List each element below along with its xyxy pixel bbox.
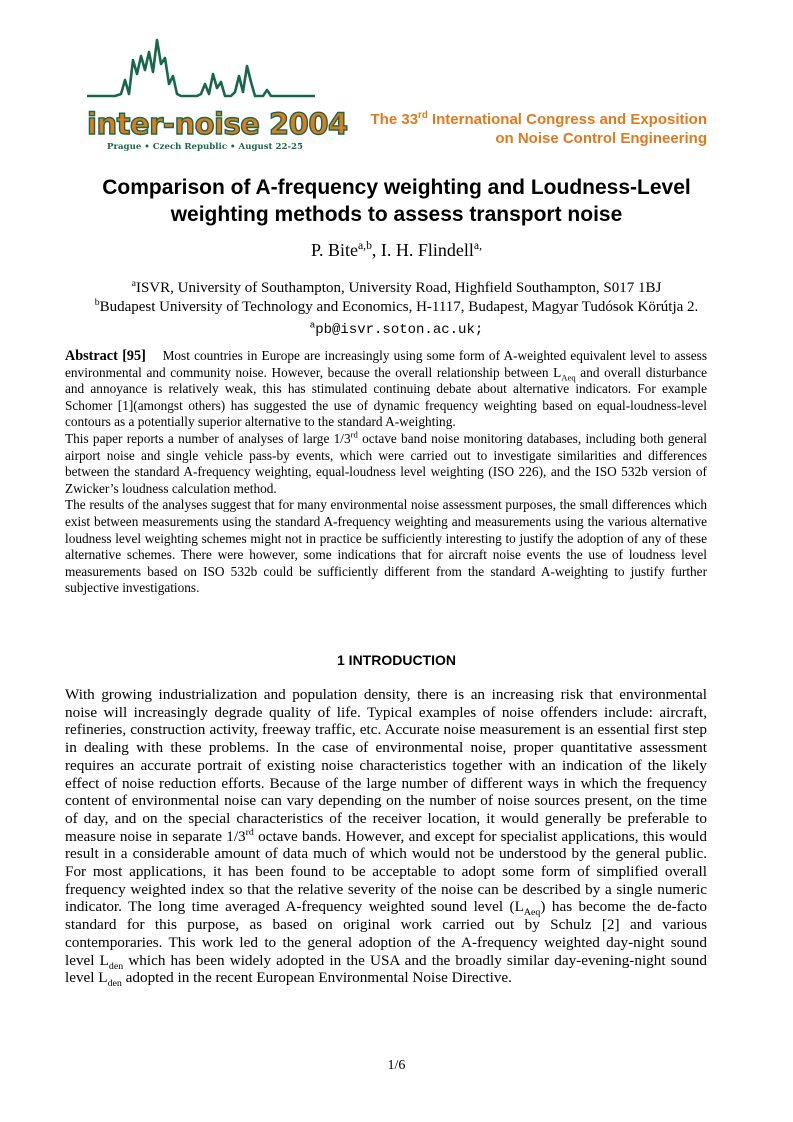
affiliation-b: $^b$Budapest University of Technology and Economics, H-1117, Budapest, Magyar Tudósok Körútja 2. bbox=[94, 297, 699, 315]
congress-name bbox=[371, 110, 707, 148]
affiliations bbox=[0, 279, 793, 317]
introduction-paragraph: With growing industrialization and population density, there is an increasing risk that environmental noise will increasingly degrade quality of life. Typical examples of noise offenders include: aircraft, refineries, construction activity, freeway traffic, etc. Accurate noise measurement is an essential first step in dealing with these problems. In the case of environmental noise, proper quantitative assessment requires an accurate portrait of existing noise characteristics together with an indication of the likely effect of noise reduction efforts. Because of the large number of different ways in which the frequency content of environmental noise can vary depending on the number of noise sources present, on the time of day, and on the special characteristics of the receiver location, it would generally be preferable to measure noise in separate 1/3rd octave bands. However, and except for specialist applications, this would result in a considerable amount of data much of which would not be understood by the general public. For most applications, it has been found to be acceptable to adopt some form of simplified overall frequency weighted index so that the relative severity of the noise can be described by a single numeric indicator. The long time averaged A-frequency weighted sound level $(L_{Aeq})$ has become the de-facto standard for this purpose, as based on original work carried out by Schulz [2] and various contemporaries. This work led to the general adoption of the A-frequency weighted day-night sound level $L_{den}$ which has been widely adopted in the USA and the broadly similar day-evening-night sound level $L_{den}$ adopted in the recent European Environmental Noise Directive. bbox=[65, 686, 707, 990]
logo-wordmark: inter-noise 2004 bbox=[87, 107, 348, 141]
abstract-heading: Abstract [95] bbox=[65, 348, 146, 364]
affiliation-a: $^a$ISVR, University of Southampton, University Road, Highfield Southampton, S017 1BJ bbox=[131, 278, 662, 296]
abstract-paragraph-3: The results of the analyses suggest that for many environmental noise assessment purposes, the small differences which exist between measurements using the standard A-frequency weighting and measurements using the various alternative loudness level weighting schemes might not in practice be sufficiently interesting to justify the adoption of any of these alternative schemes. There were however, some indications that for aircraft noise events the use of loudness level measurements based on ISO 532b could be sufficiently different from the standard A-weighting to justify further subjective investigations. bbox=[65, 497, 707, 596]
abstract bbox=[65, 348, 707, 597]
introduction-body bbox=[65, 686, 707, 990]
page-number: 1/6 bbox=[387, 1058, 406, 1073]
logo-subtitle: Prague • Czech Republic • August 22-25 bbox=[107, 142, 303, 152]
author-list: P. Bite$^{a,b}$, I. H. Flindell$^{a,}$ bbox=[310, 239, 483, 260]
abstract-paragraph-2: This paper reports a number of analyses of large 1/3rd octave band noise monitoring databases, including both general airport noise and single vehicle pass-by events, which were carried out to investigate similarities and differences between the standard A-frequency weighting, equal-loudness level weighting (ISO 226), and the ISO 532b version of Zwicker’s loudness calculation method. bbox=[65, 429, 707, 496]
conference-logo bbox=[85, 36, 348, 154]
contact-email: $^a$pb@isvr.soton.ac.uk; bbox=[309, 319, 484, 338]
abstract-paragraph-1: Abstract [95] Most countries in Europe are increasingly using some form of A-weighted equivalent level to assess environmental and community noise. However, because the overall relationship between $L_{Aeq}$ and overall disturbance and annoyance is relatively weak, this has stimulated continuing debate about alternative indicators. For example Schomer [1](amongst others) has suggested the use of dynamic frequency weighting based on equal-loudness-level contours as a potentially superior alternative to the standard A-weighting. bbox=[65, 348, 707, 430]
section-heading-introduction: 1 INTRODUCTION bbox=[337, 652, 456, 668]
congress-line-2: on Noise Control Engineering bbox=[495, 130, 707, 147]
soundwave-graphic bbox=[85, 36, 348, 154]
congress-line-1: The 33rd International Congress and Exposition bbox=[370, 110, 707, 128]
paper-title: Comparison of A-frequency weighting and Loudness-Level weighting methods to assess transport noise bbox=[102, 176, 691, 226]
